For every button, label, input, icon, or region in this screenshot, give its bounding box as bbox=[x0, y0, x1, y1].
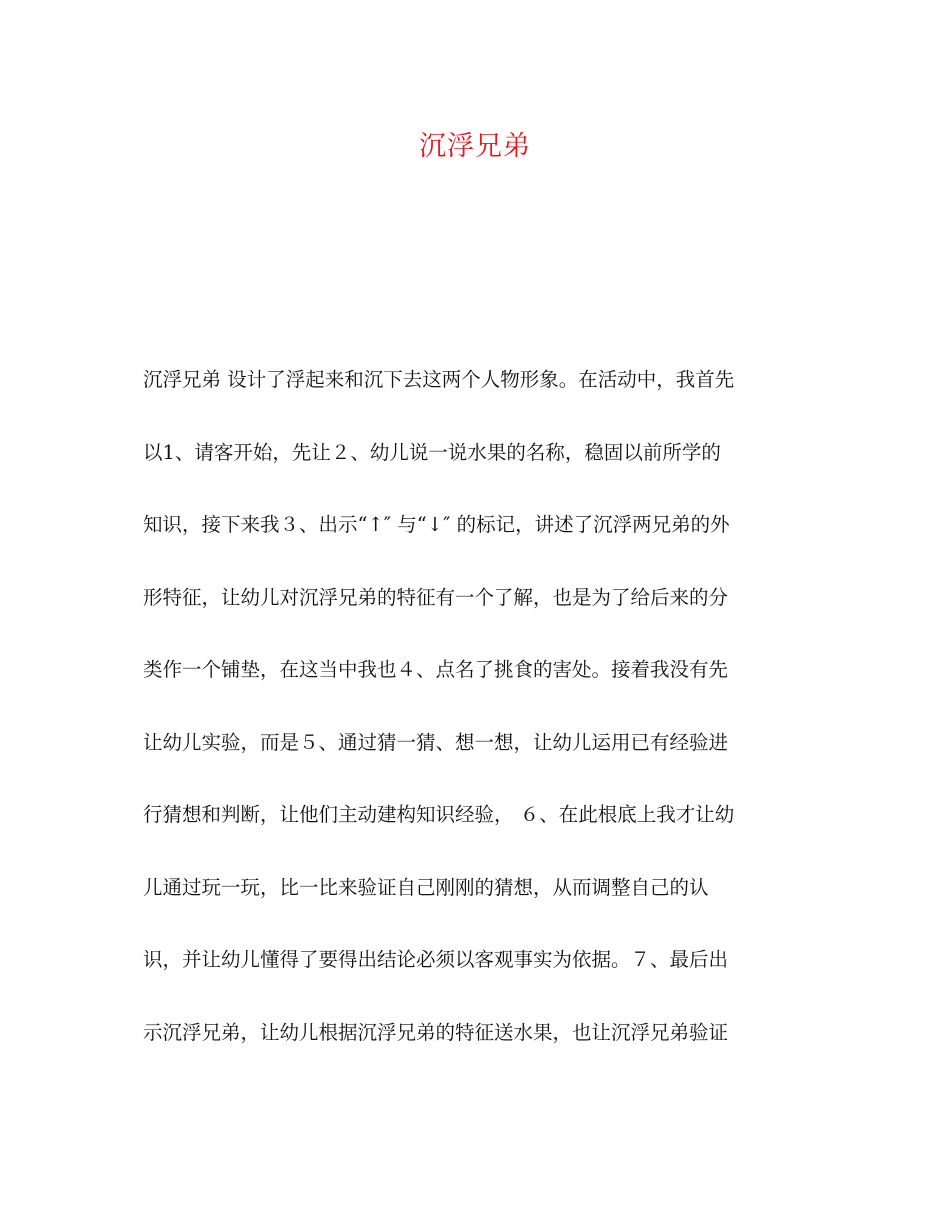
body-line: 以1、请客开始，先让２、幼儿说一说水果的名称，稳固以前所学的 bbox=[143, 440, 721, 464]
body-line: 儿通过玩一玩，比一比来验证自己刚刚的猜想，从而调整自己的认 bbox=[143, 875, 709, 899]
body-line: 类作一个铺垫，在这当中我也４、点名了挑食的害处。接着我没有先 bbox=[143, 658, 729, 681]
body-line: 示沉浮兄弟，让幼儿根据沉浮兄弟的特征送水果，也让沉浮兄弟验证 bbox=[143, 1020, 729, 1044]
body-line: 形特征，让幼儿对沉浮兄弟的特征有一个了解，也是为了给后来的分 bbox=[143, 585, 729, 609]
body-line: 沉浮兄弟 设计了浮起来和沉下去这两个人物形象。在活动中，我首先 bbox=[143, 368, 735, 391]
body-line: 识，并让幼儿懂得了要得出结论必须以客观事实为依据。７、最后出 bbox=[143, 948, 729, 971]
document-body bbox=[143, 360, 813, 1085]
body-line: 行猜想和判断，让他们主动建构知识经验， ６、在此根底上我才让幼 bbox=[143, 803, 735, 826]
body-line: 让幼儿实验，而是５、通过猜一猜、想一想，让幼儿运用已有经验进 bbox=[143, 730, 729, 754]
body-line: 知识，接下来我３、出示“↑″ 与“↓″ 的标记，讲述了沉浮两兄弟的外 bbox=[143, 513, 730, 536]
document-title: 沉浮兄弟 bbox=[419, 131, 531, 162]
